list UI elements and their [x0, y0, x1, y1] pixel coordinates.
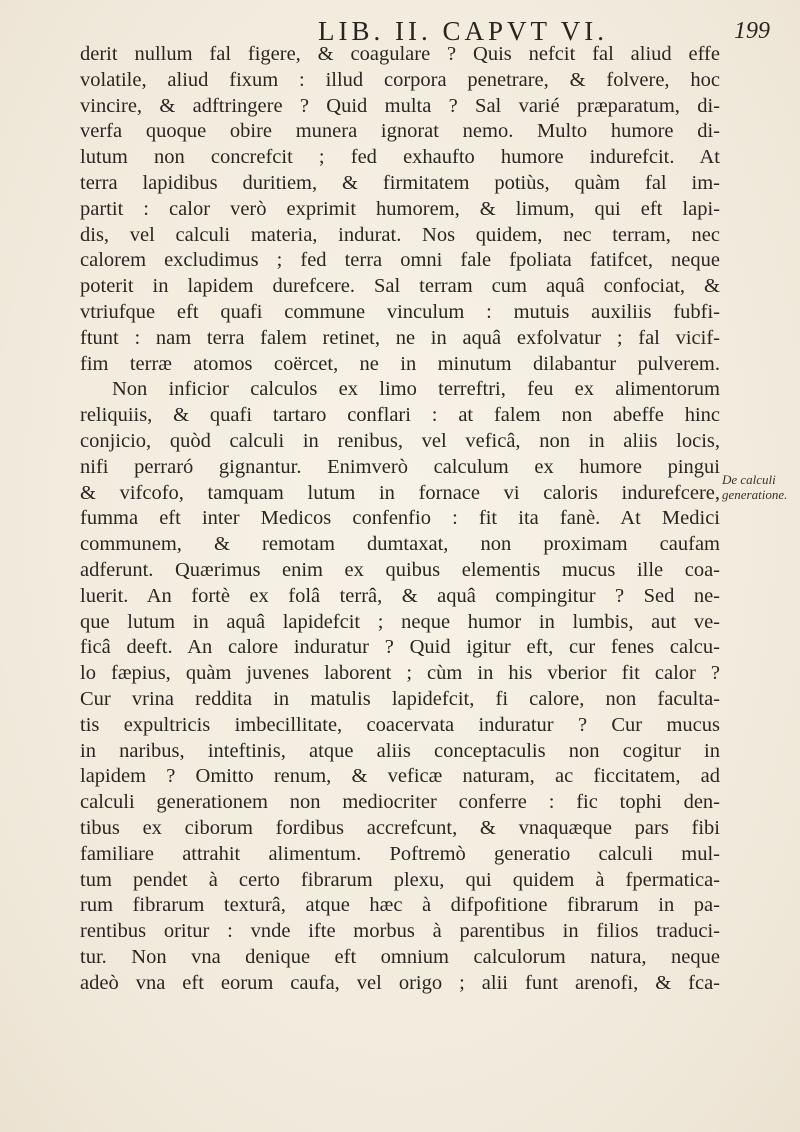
- text-line: lapidem ? Omitto renum, & veficæ naturam, ac ficcitatem, ad: [80, 765, 720, 788]
- text-line: tis expultricis imbecillitate, coacervata induratur ? Cur mucus: [80, 713, 720, 736]
- text-line: ficâ deeft. An calore induratur ? Quid igitur eft, cur fenes calcu-: [80, 636, 720, 659]
- text-line: poterit in lapidem durefcere. Sal terram cum aquâ confociat, &: [80, 275, 720, 298]
- marginal-note: [722, 472, 798, 502]
- text-line: tibus ex ciborum fordibus accrefcunt, & vnaquæque pars fibi: [80, 816, 720, 839]
- text-line: terra lapidibus duritiem, & firmitatem potiùs, quàm fal im-: [80, 171, 720, 194]
- text-line: ftunt : nam terra falem retinet, ne in aquâ exfolvatur ; fal vicif-: [80, 326, 720, 349]
- text-line: lo fæpius, quàm juvenes laborent ; cùm in his vberior fit calor ?: [80, 662, 720, 685]
- body-text: [80, 42, 720, 996]
- text-line: familiare attrahit alimentum. Poftremò generatio calculi mul-: [80, 842, 720, 865]
- text-line: volatile, aliud fixum : illud corpora penetrare, & folvere, hoc: [80, 68, 720, 91]
- text-line: dis, vel calculi materia, indurat. Nos quidem, nec terram, nec: [80, 223, 720, 246]
- text-line: fim terræ atomos coërcet, ne in minutum dilabantur pulverem.: [80, 352, 720, 375]
- text-line: rentibus oritur : vnde ifte morbus à parentibus in filios traduci-: [80, 920, 720, 943]
- text-line: conjicio, quòd calculi in renibus, vel veficâ, non in aliis locis,: [80, 429, 720, 452]
- text-line: adferunt. Quærimus enim ex quibus elementis mucus ille coa-: [80, 558, 720, 581]
- text-line: communem, & remotam dumtaxat, non proximam caufam: [80, 533, 720, 556]
- text-line: fumma eft inter Medicos confenfio : fit ita fanè. At Medici: [80, 507, 720, 530]
- paragraph-start-line: Non inficior calculos ex limo terreftri, feu ex alimentorum: [112, 378, 720, 401]
- text-line: rum fibrarum texturâ, atque hæc à difpofitione fibrarum in pa-: [80, 894, 720, 917]
- text-line: reliquiis, & quafi tartaro conflari : at falem non abeffe hinc: [80, 404, 720, 427]
- text-line: luerit. An fortè ex folâ terrâ, & aquâ compingitur ? Sed ne-: [80, 584, 720, 607]
- marginal-note-line: De calculi: [722, 472, 776, 487]
- text-line: que lutum in aquâ lapidefcit ; neque humor in lumbis, aut ve-: [80, 610, 720, 633]
- page-number: 199: [734, 18, 770, 44]
- text-line: partit : calor verò exprimit humorem, & limum, qui eft lapi-: [80, 197, 720, 220]
- text-line: in naribus, inteftinis, atque aliis conceptaculis non cogitur in: [80, 739, 720, 762]
- text-line: calculi generationem non mediocriter conferre : fic tophi den-: [80, 791, 720, 814]
- text-line: & vifcofo, tamquam lutum in fornace vi caloris indurefcere,: [80, 481, 720, 504]
- text-line: derit nullum fal figere, & coagulare ? Quis nefcit fal aliud effe: [80, 43, 720, 65]
- text-line: calorem excludimus ; fed terra omni fale fpoliata fatifcet, neque: [80, 249, 720, 272]
- marginal-note-line: generatione.: [722, 487, 788, 502]
- text-line: Cur vrina reddita in matulis lapidefcit, fi calore, non faculta-: [80, 687, 720, 710]
- text-line: tum pendet à certo fibrarum plexu, qui quidem à fpermatica-: [80, 868, 720, 891]
- text-line: verfa quoque obire munera ignorat nemo. Multo humore di-: [80, 120, 720, 143]
- text-line: adeò vna eft eorum caufa, vel origo ; alii funt arenofi, & fca-: [80, 971, 720, 994]
- text-line: nifi perraró gignantur. Enimverò calculum ex humore pingui: [80, 455, 720, 478]
- text-line: tur. Non vna denique eft omnium calculorum natura, neque: [80, 945, 720, 968]
- text-line: lutum non concrefcit ; fed exhaufto humore indurefcit. At: [80, 146, 720, 169]
- text-line: vtriufque eft quafi commune vinculum : mutuis auxiliis fubfi-: [80, 300, 720, 323]
- running-title: LIB. II. CAPVT VI.: [318, 16, 609, 46]
- text-line: vincire, & adftringere ? Quid multa ? Sal varié præparatum, di-: [80, 94, 720, 117]
